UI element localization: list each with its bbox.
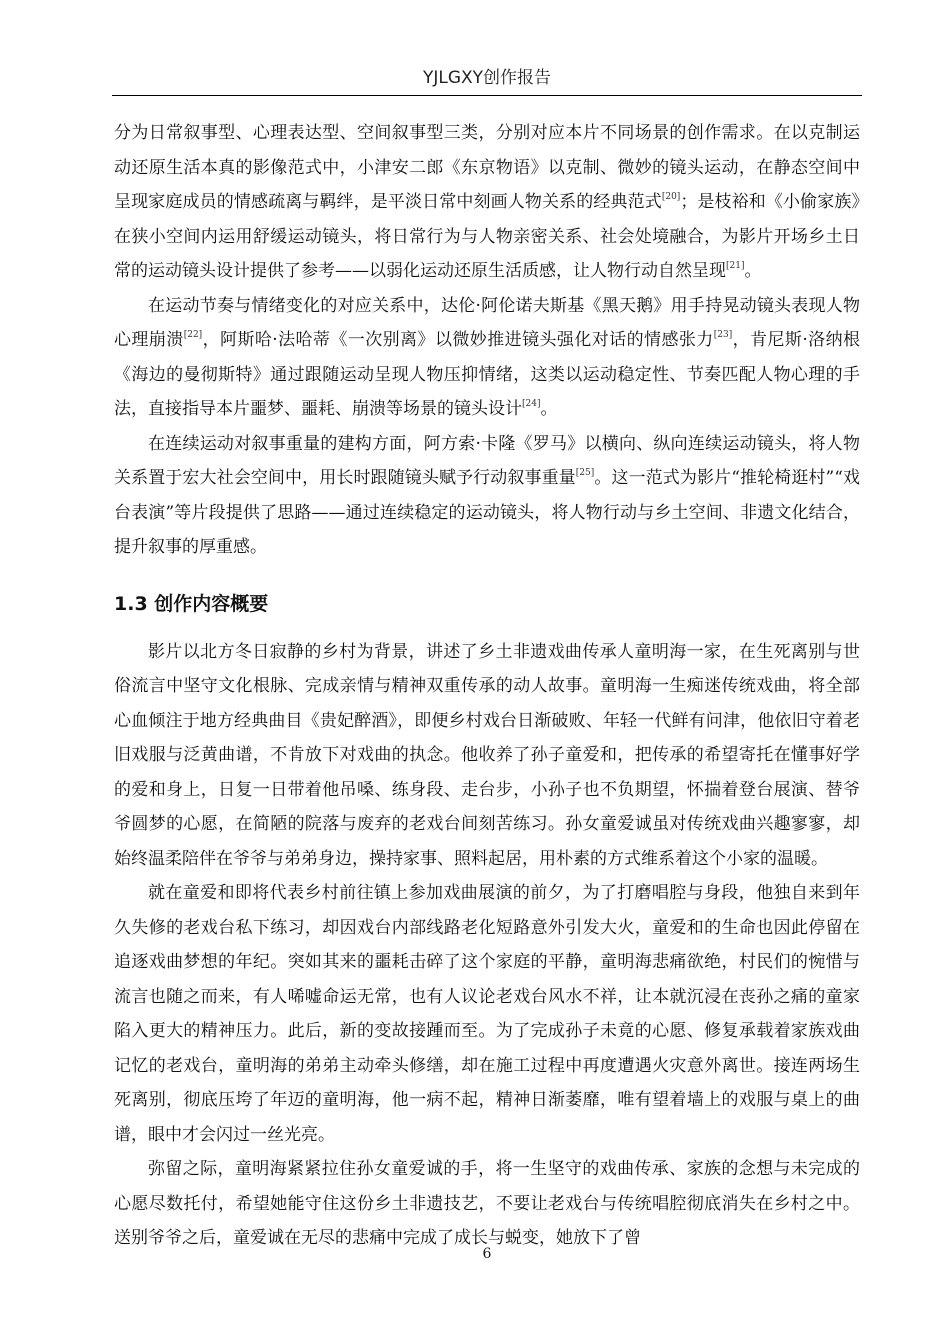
citation: [23]: [713, 330, 733, 340]
page-header-title: YJLGXY创作报告: [422, 68, 552, 88]
citation: [21]: [726, 261, 745, 271]
paragraph: 在运动节奏与情绪变化的对应关系中，达伦·阿伦诺夫斯基《黑天鹅》用手持晃动镜头表现人物心理崩溃[22]，阿斯哈·法哈蒂《一次别离》以微妙推进镜头强化对话的情感张力[23]，肯尼斯·洛纳根《海边的曼彻斯特》通过跟随运动呈现人物压抑情绪，这类以运动稳定性、节奏匹配人物心理的手法，直接指导本片噩梦、噩耗、崩溃等场景的镜头设计[24]。: [114, 295, 861, 419]
paragraph: 影片以北方冬日寂静的乡村为背景，讲述了乡土非遗戏曲传承人童明海一家，在生死离别与世俗流言中坚守文化根脉、完成亲情与精神双重传承的动人故事。童明海一生痴迷传统戏曲，将全部心血倾注于地方经典曲目《贵妃醉酒》，即便乡村戏台日渐破败、年轻一代鲜有问津，他依旧守着老旧戏服与泛黄曲谱，不肯放下对戏曲的执念。他收养了孙子童爱和，把传承的希望寄托在懂事好学的爱和身上，日复一日带着他吊嗓、练身段、走台步，小孙子也不负期望，怀揣着登台展演、替爷爷圆梦的心愿，在简陋的院落与废弃的老戏台间刻苦练习。孙女童爱诚虽对传统戏曲兴趣寥寥，却始终温柔陪伴在爷爷与弟弟身边，操持家事、照料起居，用朴素的方式维系着这个小家的温暖。: [114, 641, 860, 869]
paragraph: 就在童爱和即将代表乡村前往镇上参加戏曲展演的前夕，为了打磨唱腔与身段，他独自来到年久失修的老戏台私下练习，却因戏台内部线路老化短路意外引发大火，童爱和的生命也因此停留在追逐戏曲梦想的年纪。突如其来的噩耗击碎了这个家庭的平静，童明海悲痛欲绝，村民们的惋惜与流言也随之而来，有人唏嘘命运无常，也有人议论老戏台风水不祥，让本就沉浸在丧孙之痛的童家陷入更大的精神压力。此后，新的变故接踵而至。为了完成孙子未竟的心愿、修复承载着家族戏曲记忆的老戏台，童明海的弟弟主动牵头修缮，却在施工过程中再度遭遇火灾意外离世。接连两场生死离别，彻底压垮了年迈的童明海，他一病不起，精神日渐萎靡，唯有望着墙上的戏服与桌上的曲谱，眼中才会闪过一丝光亮。: [114, 883, 860, 1145]
page-number: 6: [482, 1246, 492, 1262]
header-divider: [112, 95, 862, 96]
paragraph: 在连续运动对叙事重量的建构方面，阿方索·卡隆《罗马》以横向、纵向连续运动镜头，将人物关系置于宏大社会空间中，用长时跟随镜头赋予行动叙事重量[25]。这一范式为影片“推轮椅逛村”“戏台表演”等片段提供了思路——通过连续稳定的运动镜头，将人物行动与乡土空间、非遗文化结合，提升叙事的厚重感。: [114, 433, 861, 557]
section-heading: 1.3 创作内容概要: [114, 592, 269, 615]
citation: [22]: [183, 330, 203, 340]
body-text: [114, 116, 860, 1256]
paragraph: 分为日常叙事型、心理表达型、空间叙事型三类，分别对应本片不同场景的创作需求。在以克制运动还原生活本真的影像范式中，小津安二郎《东京物语》以克制、微妙的镜头运动，在静态空间中呈现家庭成员的情感疏离与羁绊，是平淡日常中刻画人物关系的经典范式[20]；是枝裕和《小偷家族》在狭小空间内运用舒缓运动镜头，将日常行为与人物亲密关系、社会处境融合，为影片开场乡土日常的运动镜头设计提供了参考——以弱化运动还原生活质感，让人物行动自然呈现[21]。: [114, 123, 861, 281]
citation: [25]: [575, 468, 595, 478]
citation: [20]: [661, 192, 681, 202]
paragraph: 弥留之际，童明海紧紧拉住孙女童爱诚的手，将一生坚守的戏曲传承、家族的念想与未完成的心愿尽数托付，希望她能守住这份乡土非遗技艺，不要让老戏台与传统唱腔彻底消失在乡村之中。送别爷爷之后，童爱诚在无尽的悲痛中完成了成长与蜕变，她放下了曾: [114, 1159, 860, 1248]
citation: [24]: [522, 399, 541, 409]
